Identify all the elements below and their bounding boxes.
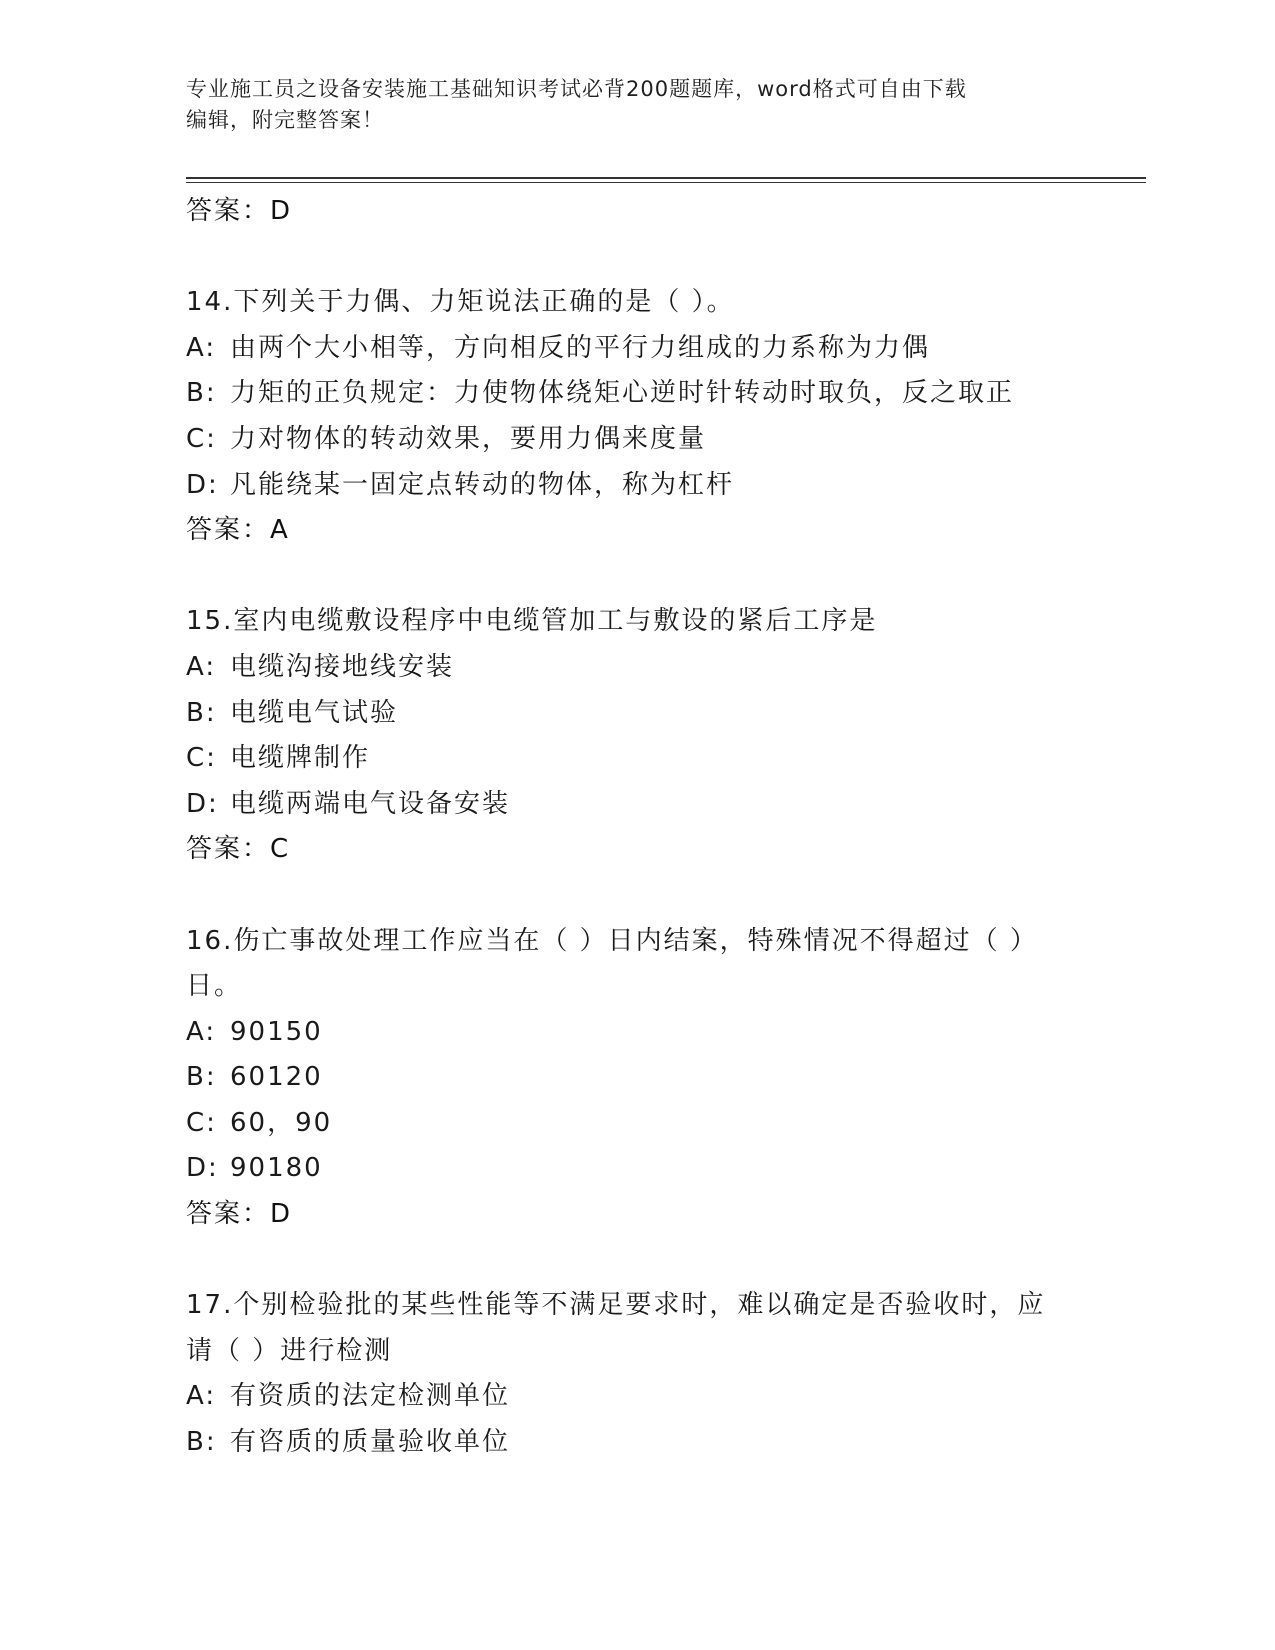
option-line bbox=[186, 326, 1086, 372]
option-line bbox=[186, 463, 1086, 509]
question-stem-continuation: 请（ ）进行检测 bbox=[186, 1335, 393, 1366]
question-stem: 15.室内电缆敷设程序中电缆管加工与敷设的紧后工序是 bbox=[186, 606, 878, 637]
option-letter: D: bbox=[186, 469, 219, 500]
option-line bbox=[186, 417, 1086, 463]
option-line bbox=[186, 736, 1086, 782]
option-text: 电缆牌制作 bbox=[230, 743, 371, 774]
option-letter: D: bbox=[186, 788, 219, 819]
option-text: 凡能绕某一固定点转动的物体，称为杠杆 bbox=[230, 469, 735, 500]
option-text: 力对物体的转动效果，要用力偶来度量 bbox=[230, 423, 707, 454]
option-line bbox=[186, 782, 1086, 828]
document-header bbox=[186, 74, 1086, 136]
question-block bbox=[186, 1283, 1086, 1465]
option-line bbox=[186, 1055, 1086, 1101]
spacer bbox=[186, 554, 1086, 600]
answer-line: 答案：C bbox=[186, 834, 291, 865]
option-text: 力矩的正负规定：力使物体绕矩心逆时针转动时取负，反之取正 bbox=[230, 378, 1015, 409]
option-line bbox=[186, 371, 1086, 417]
question-stem: 16.伤亡事故处理工作应当在（ ）日内结案，特殊情况不得超过（ ） bbox=[186, 925, 1038, 956]
option-letter: C: bbox=[186, 743, 217, 774]
option-letter: B: bbox=[186, 1062, 217, 1093]
spacer bbox=[186, 1238, 1086, 1284]
option-letter: B: bbox=[186, 378, 217, 409]
option-line bbox=[186, 1420, 1086, 1466]
option-text: 电缆沟接地线安装 bbox=[230, 651, 455, 682]
option-letter: C: bbox=[186, 1107, 217, 1138]
question-stem-continuation: 日。 bbox=[186, 971, 243, 1002]
question-stem: 14.下列关于力偶、力矩说法正确的是（ ）。 bbox=[186, 287, 735, 318]
question-block bbox=[186, 280, 1086, 554]
option-letter: A: bbox=[186, 651, 217, 682]
option-line bbox=[186, 645, 1086, 691]
option-text: 60120 bbox=[230, 1062, 323, 1093]
option-letter: A: bbox=[186, 332, 217, 363]
question-block bbox=[186, 919, 1086, 1238]
question-stem: 17.个别检验批的某些性能等不满足要求时，难以确定是否验收时，应 bbox=[186, 1290, 1046, 1321]
option-text: 电缆两端电气设备安装 bbox=[230, 788, 511, 819]
question-list bbox=[186, 189, 1086, 1466]
option-letter: D: bbox=[186, 1153, 219, 1184]
header-rule-thick bbox=[186, 177, 1146, 179]
question-block bbox=[186, 599, 1086, 873]
option-letter: B: bbox=[186, 697, 217, 728]
header-title-line-1: 专业施工员之设备安装施工基础知识考试必背200题题库，word格式可自由下载 bbox=[186, 77, 967, 101]
option-line bbox=[186, 1146, 1086, 1192]
option-text: 有资质的法定检测单位 bbox=[230, 1381, 511, 1412]
answer-line: 答案：D bbox=[186, 1199, 293, 1230]
spacer bbox=[186, 235, 1086, 281]
option-letter: A: bbox=[186, 1016, 217, 1047]
option-text: 90150 bbox=[230, 1016, 323, 1047]
header-title-line-2: 编辑，附完整答案！ bbox=[186, 108, 384, 132]
answer-line: 答案：D bbox=[186, 196, 293, 226]
option-text: 由两个大小相等，方向相反的平行力组成的力系称为力偶 bbox=[230, 332, 931, 363]
option-text: 有咨质的质量验收单位 bbox=[230, 1427, 511, 1458]
option-line bbox=[186, 1010, 1086, 1056]
option-text: 90180 bbox=[230, 1153, 323, 1184]
option-text: 60，90 bbox=[230, 1107, 333, 1138]
option-text: 电缆电气试验 bbox=[230, 697, 399, 728]
header-rule-thin bbox=[186, 182, 1146, 183]
spacer bbox=[186, 873, 1086, 919]
option-line bbox=[186, 1374, 1086, 1420]
option-line bbox=[186, 1101, 1086, 1147]
option-letter: C: bbox=[186, 423, 217, 454]
option-line bbox=[186, 691, 1086, 737]
option-letter: B: bbox=[186, 1427, 217, 1458]
option-letter: A: bbox=[186, 1381, 217, 1412]
answer-line: 答案：A bbox=[186, 515, 290, 546]
